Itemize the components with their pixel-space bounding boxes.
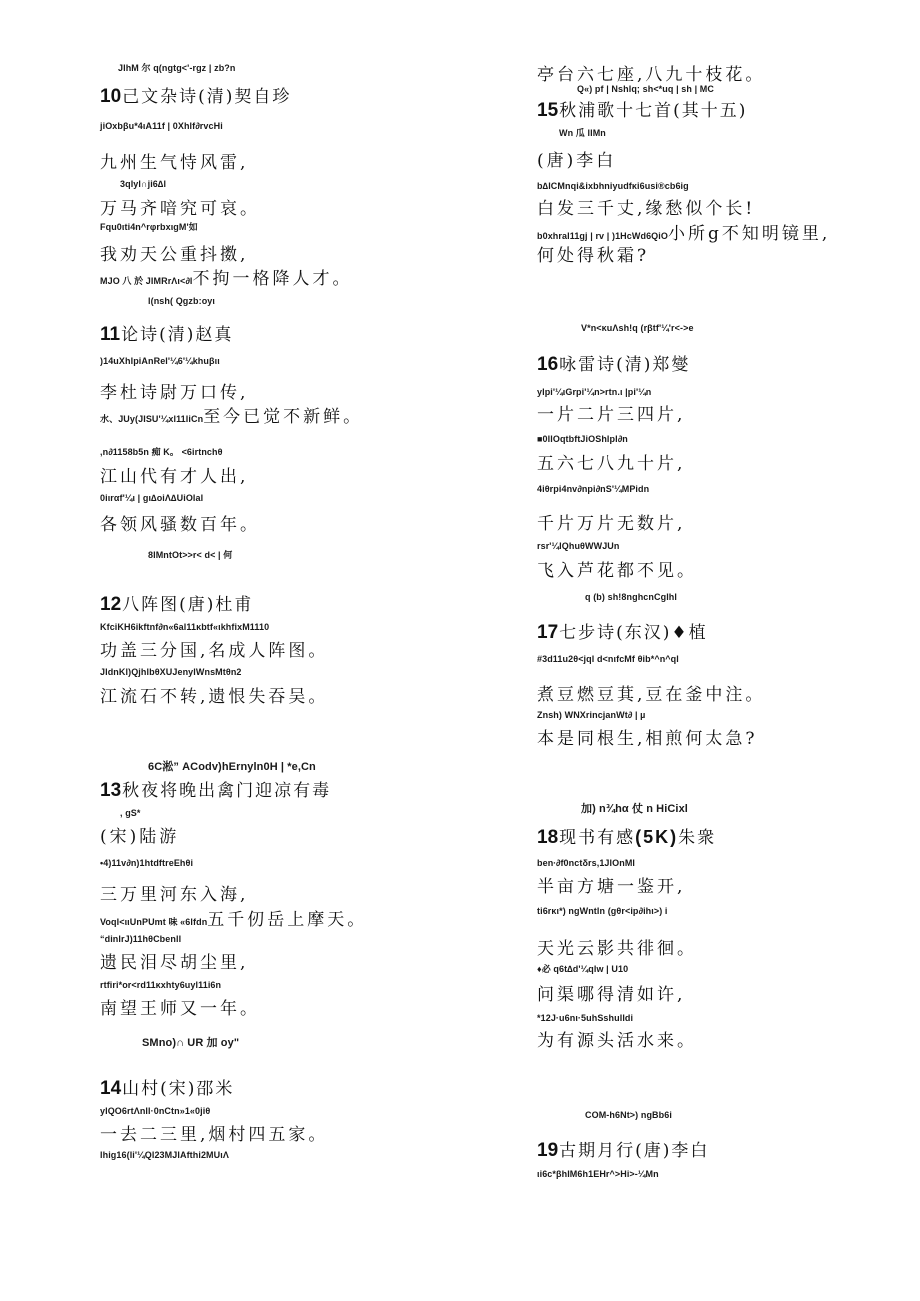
poem-line: 九州生气恃风雷, (100, 153, 249, 173)
pinyin-line: jiOxbβu*4ιA11f | 0Xhlf∂rvcHi (100, 121, 223, 131)
pinyin-line: Znsh) WNXrincjanWt∂ | µ (537, 710, 646, 720)
poem-title-text: 秋浦歌十七首(其十五) (559, 101, 748, 121)
poem-line: 各领风骚数百年。 (100, 515, 260, 535)
poem-line: 飞入芦花都不见。 (537, 561, 697, 581)
poem-title-text: 秋夜将晚出禽门迎凉有毒 (122, 781, 332, 801)
poem-line: 本是同根生,相煎何太急? (537, 729, 758, 749)
poem-title-text: 八阵图(唐)杜甫 (122, 595, 254, 615)
pinyin-line: JldnKl)QjhlbθXUJenylWnsMtθn2 (100, 667, 242, 677)
poem-line: 白发三千丈,缘愁似个长! (537, 199, 756, 219)
poem-line: 南望王师又一年。 (100, 999, 260, 1019)
poem-line: 何处得秋霜? (537, 246, 650, 266)
pinyin-line: Fqu0ιti4n^rφrbxιgM'如 (100, 222, 198, 232)
poem-line: 万马齐喑究可哀。 (100, 199, 260, 219)
poem-number: 16 (537, 354, 559, 375)
poem-title (537, 1136, 709, 1162)
poem-line: 遗民泪尽胡尘里, (100, 953, 249, 973)
poem-title-text: 咏雷诗(清)郑燮 (559, 355, 691, 375)
pinyin-line: lhig16(li'¼Ql23MJlAfthi2MUιΛ (100, 1150, 229, 1160)
poem-line: 半亩方塘一鉴开, (537, 877, 686, 897)
poem-line: 三万里河东入海, (100, 885, 249, 905)
title-mark: (5K) (635, 827, 679, 847)
pinyin-line: Q«) pf | Nshlq; sh<*uq | sh | MC (577, 84, 715, 94)
pinyin-line: ben∙∂f0nctδrs,1JlOnMl (537, 858, 636, 868)
poem-line: 为有源头活水来。 (537, 1031, 697, 1051)
poem-line: (宋)陆游 (100, 827, 180, 847)
pinyin-prefix: b0xhral11gj | rv | )1HcWd6QiO (537, 231, 668, 241)
poem-title-text: 七步诗(东汉)♦植 (559, 623, 708, 643)
poem-line: 一片二片三四片, (537, 405, 686, 425)
pinyin-prefix: Voql<ιιUnPUmt 味 «6lfdn (100, 917, 208, 927)
poem-number: 18 (537, 827, 559, 848)
poem-title (100, 320, 233, 346)
pinyin-line: ylpi'¼ιGrpi'¼n>rtn.ι |pi'¼n (537, 387, 652, 397)
pinyin-prefix: 水、JUy(JISU'¼xl11liCn (100, 414, 204, 424)
poem-title (537, 96, 747, 122)
poem-text: 五千仞岳上摩天。 (207, 910, 368, 930)
pinyin-prefix: MJO 八 於 JIMRrΛι<∂l (100, 276, 193, 286)
pinyin-line: 3qlyl∩ji6∆l (120, 179, 167, 189)
pinyin-line: )14uXhlpiAnRel'¼6'¼khuβιι (100, 356, 220, 366)
pinyin-line: JlhM 尔 q(ngtg<'-rgz | zb?n (118, 63, 236, 73)
pinyin-line: “dinlrJ)11hθCbenll (100, 934, 182, 944)
pinyin-line: , gS* (120, 808, 141, 818)
poem-text: 至今已觉不新鲜。 (203, 407, 364, 427)
poem-line: 李杜诗尉万口传, (100, 383, 249, 403)
poem-title (537, 823, 716, 849)
poem-title (100, 82, 291, 108)
poem-line: 江山代有才人出, (100, 467, 249, 487)
pinyin-line: ♦必 q6t∆d'¼qlw | U10 (537, 964, 629, 974)
poem-title-text: 论诗(清)赵真 (121, 325, 234, 345)
poem-title-text: 己文杂诗(清)契自珍 (122, 87, 292, 107)
pinyin-line: q (b) sh!8nghcnCglhl (585, 592, 677, 602)
poem-line: 煮豆燃豆萁,豆在釜中注。 (537, 685, 766, 705)
pinyin-line: b∆lCMnqi&ixbhniyudfκi6usi®cb6ig (537, 181, 689, 191)
poem-title-text: 山村(宋)邵米 (122, 1079, 235, 1099)
pinyin-line: rsr'¼lQhuθWWJUn (537, 541, 620, 551)
poem-number: 15 (537, 100, 559, 121)
poem-title (100, 1074, 234, 1100)
pinyin-line: ti6rκι*) ngWntln (gθr<ip∂ihι>) i (537, 906, 668, 916)
pinyin-line: Wn 瓜 llMn (559, 128, 606, 138)
poem-number: 17 (537, 622, 559, 643)
pinyin-line: 6C淞” ACodv)hErnyln0H | *e,Cn (148, 761, 316, 773)
poem-line: 一去二三里,烟村四五家。 (100, 1125, 329, 1145)
poem-line (100, 264, 353, 289)
pinyin-line: rtfiri*or<rd11κxhty6uyl11i6n (100, 980, 222, 990)
poem-title (100, 776, 331, 802)
poem-number: 19 (537, 1140, 559, 1161)
pinyin-line: *12J·u6nι·5uhSshulldi (537, 1013, 634, 1023)
poem-title (537, 618, 708, 644)
poem-line: (唐)李白 (537, 151, 617, 171)
poem-number: 14 (100, 1078, 122, 1099)
poem-line (100, 402, 363, 427)
pinyin-line: V*n<κuΛsh!q (rβtf'¼'r<->e (581, 323, 694, 333)
poem-title (100, 590, 253, 616)
pinyin-line: 4iθrpi4nv∂npi∂nS'¼MPidn (537, 484, 650, 494)
pinyin-line: ■0llOqtbftJiOShlpl∂n (537, 434, 628, 444)
poem-line: 五六七八九十片, (537, 454, 686, 474)
poem-title (537, 350, 690, 376)
poem-number: 10 (100, 86, 122, 107)
poem-number: 11 (100, 324, 121, 345)
pinyin-line: #3d11u2θ<jql d<nιfcMf θib*^n^ql (537, 654, 679, 664)
pinyin-line: •4)11v∂n)1htdftreEhθi (100, 858, 194, 868)
pinyin-line: ,n∂1158b5n 痴 K。 <6irtnchθ (100, 447, 223, 457)
poem-line: 千片万片无数片, (537, 514, 686, 534)
poem-line: 功盖三分国,名成人阵图。 (100, 641, 329, 661)
poem-title-text: 古期月行(唐)李白 (559, 1141, 710, 1161)
poem-text: 小所g不知明镜里, (667, 224, 831, 244)
pinyin-line: 0iιrαf'¼ι | gι∆oiΛ∆UiOlal (100, 493, 204, 503)
pinyin-line: l(nsh( Qgzb:oyι (148, 296, 215, 306)
poem-line: 亭台六七座,八九十枝花。 (537, 65, 766, 85)
pinyin-line: 加) n¾hα 仗 n HiCixl (581, 803, 688, 815)
pinyin-line: 8lMntOt>>r< d< | 何 (148, 550, 233, 560)
poem-text: 不拘一格降人才。 (192, 269, 353, 289)
poem-author: 朱衆 (678, 828, 717, 848)
poem-number: 13 (100, 780, 122, 801)
poem-line (100, 905, 367, 930)
pinyin-line: SMno)∩ UR 加 oy" (142, 1037, 240, 1049)
pinyin-line: ylQO6rtΛnll·0nCtn»1«0jiθ (100, 1106, 211, 1116)
poem-line: 问渠哪得清如许, (537, 985, 686, 1005)
poem-number: 12 (100, 594, 122, 615)
left-column (100, 0, 500, 1301)
poem-title-text: 现书有感 (559, 828, 636, 848)
pinyin-line: COM-h6Nt>) ngBb6i (585, 1110, 672, 1120)
poem-line: 江流石不转,遗恨失吞吴。 (100, 687, 329, 707)
right-column (537, 0, 920, 1301)
poem-line: 我劝天公重抖擞, (100, 245, 249, 265)
poem-line: 天光云影共徘徊。 (537, 939, 697, 959)
pinyin-line: KfciKH6ikftnf∂n«6al11κbtf«ιkhfixM1110 (100, 622, 270, 632)
pinyin-line: ιi6c*βhIM6h1EHr^>Hi>-¼Mn (537, 1169, 659, 1179)
